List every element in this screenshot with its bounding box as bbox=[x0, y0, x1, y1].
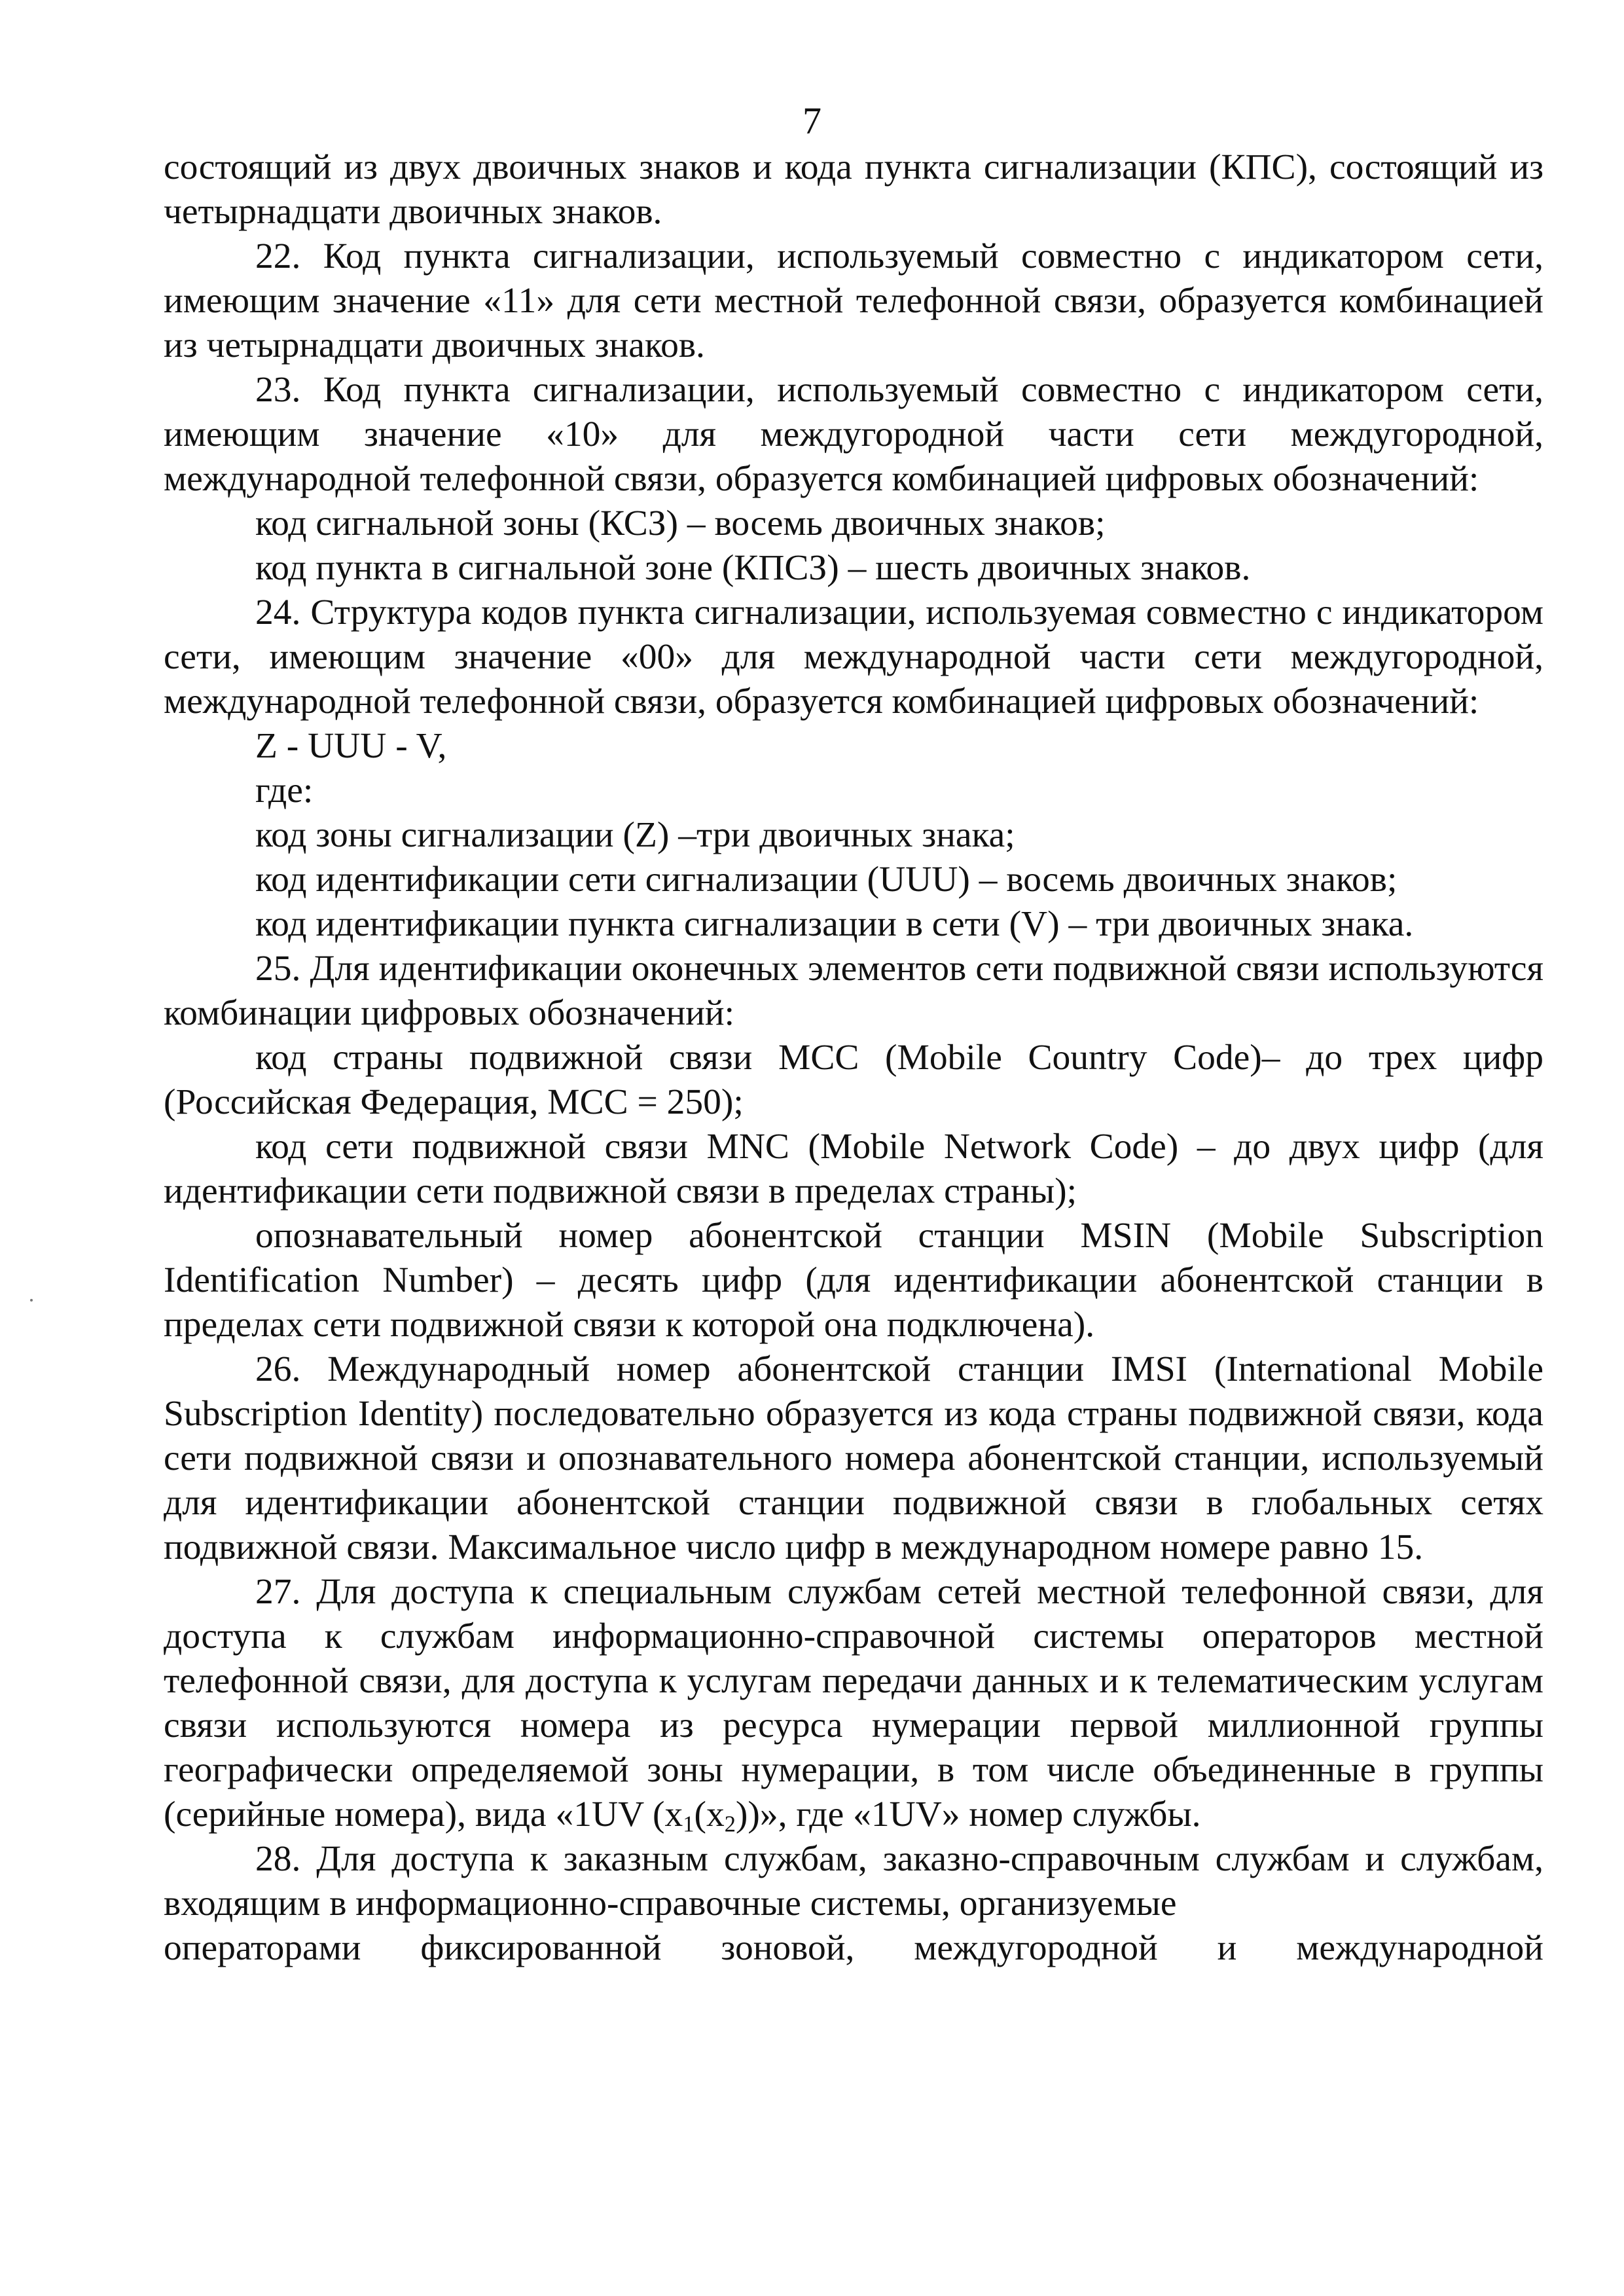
paragraph-26: 26. Международный номер абонентской станции IMSI (International Mobile Subscription Identity) последовательно образуется из кода страны подвижной связи, кода сети подвижной связи и опознавательного номера абонентской станции, используемый для идентификации абонентской станции подвижной связи в глобальных сетях подвижной связи. Максимальное число цифр в международном номере равно 15. bbox=[164, 1349, 1543, 1567]
paragraph-23-kpsz: код пункта в сигнальной зоне (КПСЗ) – шесть двоичных знаков. bbox=[255, 548, 1251, 588]
paragraph-28: 28. Для доступа к заказным службам, заказно-справочным службам и службам, входящим в информационно-справочные системы, организуемые bbox=[164, 1839, 1543, 1923]
paragraph-25-mcc: код страны подвижной связи MCC (Mobile Country Code)– до трех цифр (Российская Федерация, MCC = 250); bbox=[164, 1038, 1543, 1122]
paragraph-22: 22. Код пункта сигнализации, используемый совместно с индикатором сети, имеющим значение «11» для сети местной телефонной связи, образуется комбинацией из четырнадцати двоичных знаков. bbox=[164, 236, 1543, 365]
paragraph-27-text: 27. Для доступа к специальным службам сетей местной телефонной связи, для доступа к службам информационно-справочной системы операторов местной телефонной связи, для доступа к услугам передачи данных и к телематическим услугам связи используются номера из ресурса нумерации первой миллионной группы географически определяемой зоны нумерации, в том числе объединенные в группы (серийные номера), вида «1UV (x bbox=[164, 1572, 1543, 1834]
formula-z-uuu-v: Z - UUU - V, bbox=[255, 726, 447, 766]
margin-speck bbox=[30, 1299, 33, 1302]
paragraph-23-ksz: код сигнальной зоны (КСЗ) – восемь двоичных знаков; bbox=[255, 503, 1106, 543]
paragraph-27 bbox=[164, 1570, 1543, 1837]
paragraph-25-msin: опознавательный номер абонентской станции MSIN (Mobile Subscription Identification Number) – десять цифр (для идентификации абонентской станции в пределах сети подвижной связи к которой она подключена). bbox=[164, 1216, 1543, 1345]
subscript-1: 1 bbox=[683, 1812, 695, 1837]
paragraph-25-mnc: код сети подвижной связи MNC (Mobile Network Code) – до двух цифр (для идентификации сети подвижной связи в пределах страны); bbox=[164, 1127, 1543, 1211]
paragraph-24: 24. Структура кодов пункта сигнализации, используемая совместно с индикатором сети, имеющим значение «00» для международной части сети междугородной, международной телефонной связи, образуется комбинацией цифровых обозначений: bbox=[164, 592, 1543, 721]
paragraph-27-end: ))», где «1UV» номер службы. bbox=[735, 1795, 1201, 1834]
paragraph-24-v: код идентификации пункта сигнализации в сети (V) – три двоичных знака. bbox=[255, 904, 1414, 944]
paragraph-25: 25. Для идентификации оконечных элементов сети подвижной связи используются комбинации цифровых обозначений: bbox=[164, 949, 1543, 1033]
page-number: 7 bbox=[803, 100, 821, 142]
paragraph-continuation: состоящий из двух двоичных знаков и кода пункта сигнализации (КПС), состоящий из четырнадцати двоичных знаков. bbox=[164, 147, 1543, 232]
subscript-2: 2 bbox=[724, 1812, 736, 1837]
paragraph-24-uuu: код идентификации сети сигнализации (UUU) – восемь двоичных знаков; bbox=[255, 860, 1398, 900]
paragraph-24-z: код зоны сигнализации (Z) –три двоичных знака; bbox=[255, 815, 1015, 855]
where-label: где: bbox=[255, 771, 314, 811]
paragraph-27-mid: (x bbox=[694, 1795, 725, 1834]
paragraph-23: 23. Код пункта сигнализации, используемый совместно с индикатором сети, имеющим значение «10» для междугородной части сети междугородной, международной телефонной связи, образуется комбинацией цифровых обозначений: bbox=[164, 370, 1543, 499]
paragraph-28-last-line: операторами фиксированной зоновой, междугородной и международной bbox=[164, 1928, 1543, 1968]
document-body bbox=[164, 145, 1543, 1971]
